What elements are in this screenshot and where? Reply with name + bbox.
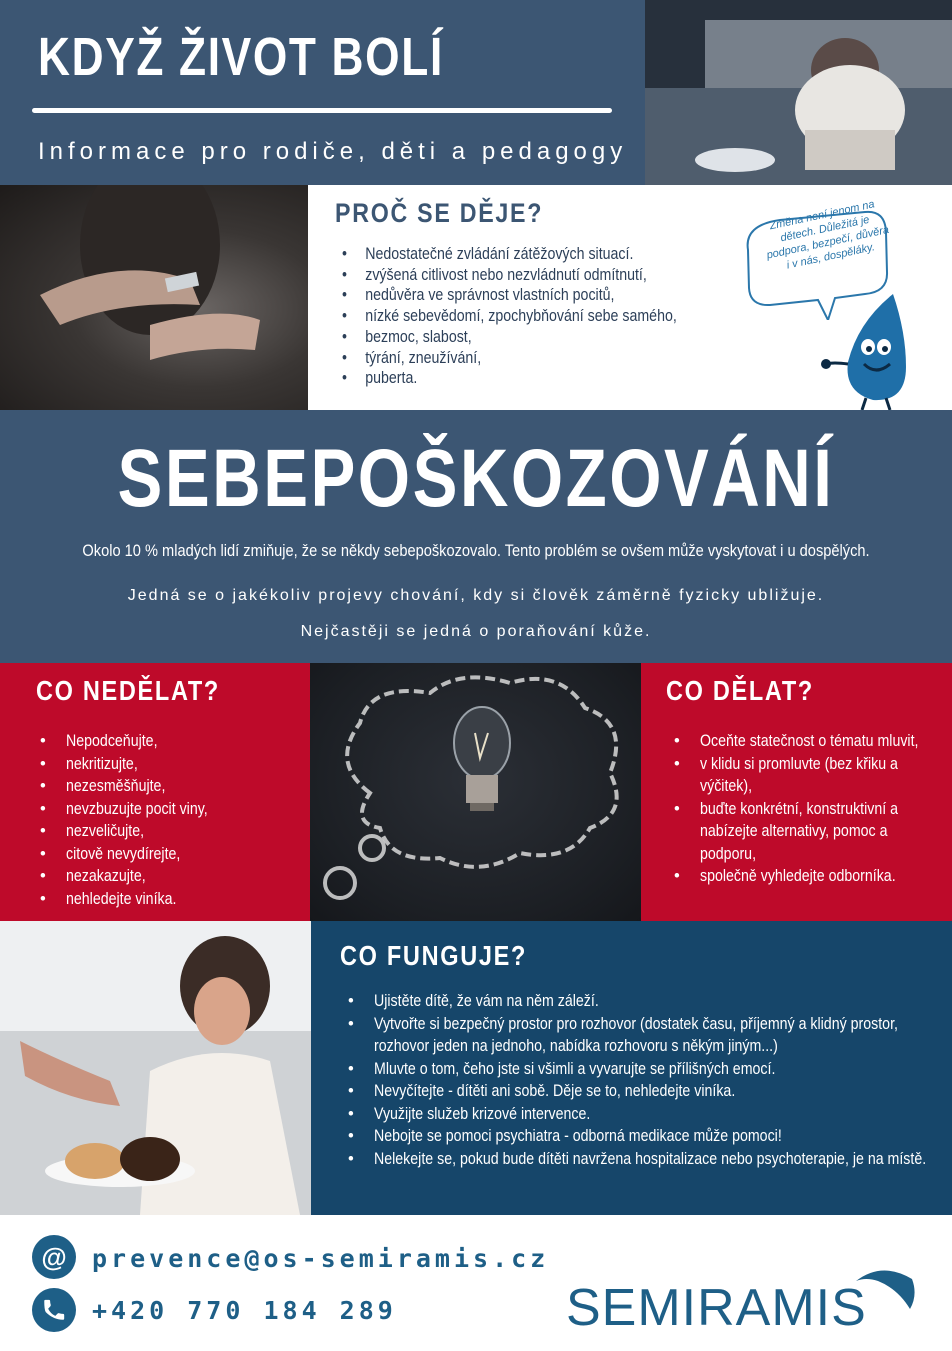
list-item: • v klidu si promluvte (bez křiku a výčitek), (670, 753, 950, 798)
list-item: • Oceňte statečnost o tématu mluvit, (670, 730, 950, 753)
main-text-statistic: Okolo 10 % mladých lidí zmiňuje, že se někdy sebepoškozovalo. Tento problém se ovšem může vyskytovat i u dospělých. (82, 541, 870, 560)
dont-heading: CO NEDĚLAT? (36, 675, 220, 706)
email-at-icon: @ (32, 1235, 76, 1279)
list-item: • Nebojte se pomoci psychiatra - odborná medikace může pomoci! (344, 1125, 952, 1148)
works-list (344, 990, 952, 1170)
why-list (342, 244, 742, 389)
list-item: • Nelekejte se, pokud bude dítěti navržena hospitalizace nebo psychoterapie, je na místě. (344, 1148, 952, 1171)
dont-list (36, 730, 306, 910)
list-item: • Využijte služeb krizové intervence. (344, 1103, 952, 1126)
main-heading: SEBEPOŠKOZOVÁNÍ (117, 433, 835, 524)
logo-leaf-icon (852, 1265, 922, 1315)
photo-razor-blade (0, 185, 308, 410)
water-drop-mascot-icon (818, 292, 913, 412)
list-item: • bezmoc, slabost, (342, 327, 686, 348)
phone-icon (32, 1288, 76, 1332)
list-item: • Nepodceňujte, (36, 730, 306, 753)
phone-link[interactable]: +420 770 184 289 (92, 1296, 397, 1325)
list-item: • nekritizujte, (36, 753, 306, 776)
page-subtitle: Informace pro rodiče, děti a pedagogy (38, 138, 628, 165)
do-list (670, 730, 950, 888)
photo-chalk-lightbulb (310, 663, 641, 921)
main-text-common: Nejčastěji se jedná o poraňování kůže. (300, 623, 652, 640)
email-link[interactable]: prevence@os-semiramis.cz (92, 1244, 550, 1273)
list-item: • puberta. (342, 368, 686, 389)
list-item: • nezveličujte, (36, 820, 306, 843)
list-item: • nízké sebevědomí, zpochybňování sebe samého, (342, 306, 686, 327)
list-item: • citově nevydírejte, (36, 843, 306, 866)
list-item: • týrání, zneužívání, (342, 348, 686, 369)
list-item: • buďte konkrétní, konstruktivní a nabízejte alternativy, pomoc a podporu, (670, 798, 950, 866)
do-heading: CO DĚLAT? (666, 675, 814, 706)
semiramis-logo: SEMIRAMIS (566, 1279, 867, 1337)
list-item: • Nevyčítejte - dítěti ani sobě. Děje se to, nehledejte viníka. (344, 1080, 952, 1103)
list-item: • Vytvořte si bezpečný prostor pro rozhovor (dostatek času, příjemný a klidný prostor, rozhovor jeden na jednoho, nabídka rozhovoru s někým jiným...) (344, 1013, 952, 1058)
why-heading: PROČ SE DĚJE? (335, 198, 544, 228)
title-underline (32, 108, 612, 113)
list-item: • společně vyhledejte odborníka. (670, 865, 950, 888)
photo-sad-girl (645, 0, 952, 185)
list-item: • nezakazujte, (36, 865, 306, 888)
list-item: • nezesměšňujte, (36, 775, 306, 798)
list-item: • Ujistěte dítě, že vám na něm záleží. (344, 990, 952, 1013)
list-item: • nehledejte viníka. (36, 888, 306, 911)
bubble-text: Změna není jenom na dětech. Důležitá je podpora, bezpečí, důvěra i v nás, dospěláky. (765, 198, 891, 272)
main-text-definition: Jedná se o jakékoliv projevy chování, kdy si člověk záměrně fyzicky ubližuje. (127, 587, 825, 604)
list-item: • nevzbuzujte pocit viny, (36, 798, 306, 821)
list-item: • Mluvte o tom, čeho jste si všimli a vyvarujte se přílišných emocí. (344, 1058, 952, 1081)
list-item: • Nedostatečné zvládání zátěžových situací. (342, 244, 686, 265)
page-title: KDYŽ ŽIVOT BOLÍ (38, 27, 444, 87)
photo-woman-refusing-food (0, 921, 311, 1215)
list-item: • nedůvěra ve správnost vlastních pocitů, (342, 285, 686, 306)
list-item: • zvýšená citlivost nebo nezvládnutí odmítnutí, (342, 265, 686, 286)
works-heading: CO FUNGUJE? (340, 940, 528, 971)
